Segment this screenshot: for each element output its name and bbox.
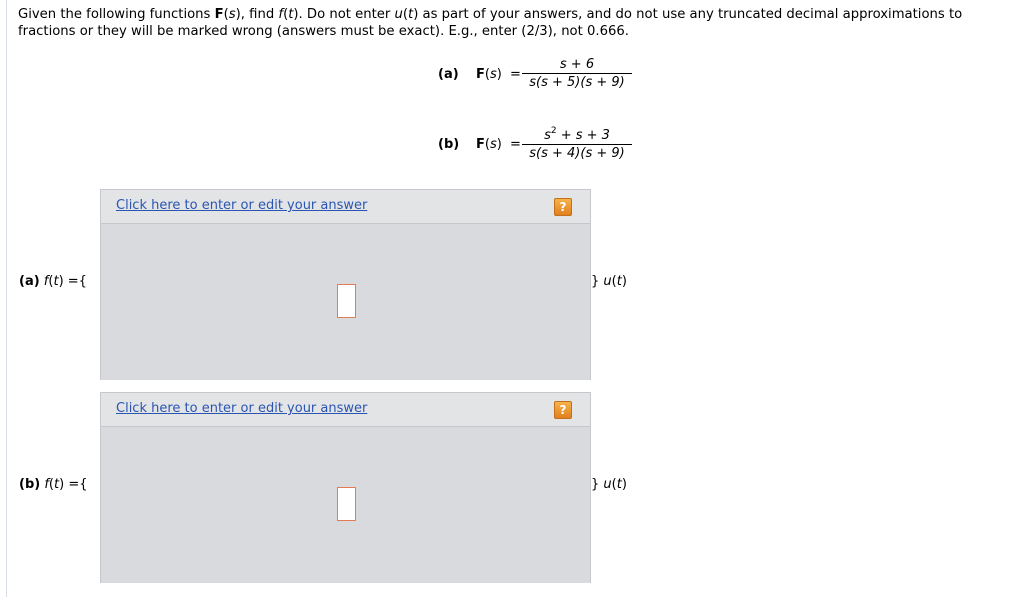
equation-a-numerator: s + 6 (559, 57, 595, 72)
answer-a-label: (a) f(t) ={ (19, 274, 87, 289)
equation-b-numerator: $s^2 + s + 3$ (544, 126, 610, 143)
answer-b-edit-link[interactable]: Click here to enter or edit your answer (116, 401, 368, 416)
equation-a-denominator: s(s + 5)(s + 9) (529, 75, 625, 90)
help-icon[interactable]: ? (554, 401, 572, 419)
answer-a-header (101, 189, 590, 224)
answer-b-input-cursor[interactable] (337, 487, 356, 521)
instructions-text: Given the following functions F(s), find f(t). Do not enter u(t) as part of your answers, and do not use any truncated decimal approximations to fractions or they will be marked wrong (answers must be exact). E.g., enter (2/3), not 0.666. (18, 7, 963, 39)
equation-b-lhs: F(s) (476, 137, 502, 152)
fraction-bar (522, 144, 632, 145)
fraction-bar (522, 73, 632, 74)
equation-a-lhs: F(s) (476, 67, 502, 82)
equation-b-denominator: s(s + 4)(s + 9) (529, 146, 625, 161)
answer-b-suffix: } u(t) (591, 477, 627, 492)
answer-b-box[interactable] (100, 392, 591, 583)
answer-a-input-cursor[interactable] (337, 284, 356, 318)
equation-a-tag: (a) (438, 67, 459, 82)
answer-a-box[interactable] (100, 189, 591, 380)
equation-b-tag: (b) (438, 137, 460, 152)
answer-b-header (101, 392, 590, 427)
help-icon[interactable]: ? (554, 198, 572, 216)
left-border (6, 0, 7, 597)
equation-a-equals: = (510, 67, 521, 82)
equation-a-fraction (522, 57, 632, 90)
answer-a-edit-link[interactable]: Click here to enter or edit your answer (116, 198, 368, 213)
answer-b-label: (b) f(t) ={ (19, 477, 88, 492)
answer-a-suffix: } u(t) (591, 274, 627, 289)
equation-b-fraction (522, 128, 632, 161)
equation-b-equals: = (510, 137, 521, 152)
